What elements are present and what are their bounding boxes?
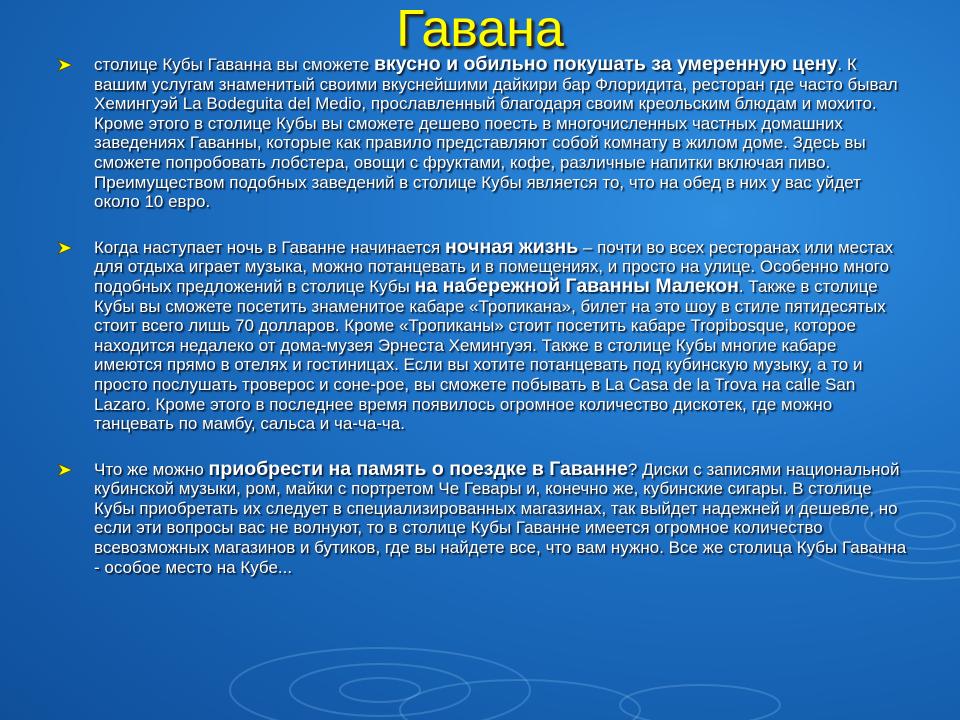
paragraph-text: Когда наступает ночь в Гаванне начинается <box>94 237 445 257</box>
emphasized-phrase: вкусно и обильно покушать за умеренную цену <box>374 53 838 75</box>
paragraph-dining <box>57 55 907 212</box>
paragraph-text: столице Кубы Гаванна вы сможете <box>94 55 375 74</box>
paragraph-text: – почти во всех ресторанах или местах для отдыха играет музыка, можно потанцевать и в помещениях, и просто на улице. Особенно много подобных предложений в столице Кубы <box>94 237 894 296</box>
arrow-bullet-icon <box>57 463 73 477</box>
slide-content <box>57 55 907 577</box>
paragraph-souvenirs <box>57 457 907 578</box>
arrow-bullet-icon <box>57 241 73 255</box>
paragraph-text: . К вашим услугам знаменитый своими вкуснейшими дайкири бар Флоридита, ресторан где часто бывал Хемингуэй La Bodeguita del Medio, прославленный благодаря своим креольским блюдам и мохито. Кроме этого в столице Кубы вы сможете дешево поесть в многочисленных частных домашних заведениях Гаванны, которые как правило представляют собой комнату в жилом доме. Здесь вы сможете попробовать лобстера, овощи с фруктами, кофе, различные напитки включая пиво. Преимуществом подобных заведений в столице Кубы является то, что на обед в них у вас уйдет около 10 евро. <box>94 55 898 212</box>
arrow-bullet-icon <box>57 58 73 72</box>
paragraph-text: . Также в столице Кубы вы сможете посетить знаменитое кабаре «Тропикана», билет на это шоу в стиле пятидесятых стоит всего лишь 70 долларов. Кроме «Тропиканы» стоит посетить кабаре Tropibosque, которое находится недалеко от дома-музея Эрнеста Хемингуэя. Также в столице Кубы многие кабаре имеются прямо в отелях и гостиницах. Если вы хотите потанцевать под кубинскую музыку, а то и просто послушать троверос и соне-рое, вы сможете побывать в La Casa de la Trova на calle San Lazaro. Кроме этого в последнее время появилось огромное количество дискотек, где можно танцевать по мамбу, сальса и ча-ча-ча. <box>94 276 886 434</box>
emphasized-phrase: приобрести на память о поездке в Гаванне <box>208 457 628 480</box>
paragraph-text: ? Диски с записями национальной кубинской музыки, ром, майки с портретом Че Гевары и, конечно же, кубинские сигары. В столице Кубы приобретать их следует в специализированных магазинах, так выйдет надежней и дешевле, но если эти вопросы вас не волнуют, то в столице Кубы Гаванне имеется огромное количество всевозможных магазинов и бутиков, где вы найдете все, что вам нужно. Все же столица Кубы Гаванна - особое место на Кубе... <box>94 459 907 577</box>
slide-title: Гавана <box>396 0 564 58</box>
emphasized-phrase: ночная жизнь <box>444 235 579 258</box>
paragraph-nightlife <box>57 235 907 434</box>
paragraph-text: Что же можно <box>94 459 209 479</box>
emphasized-phrase: на набережной Гаванны Малекон <box>414 274 739 297</box>
